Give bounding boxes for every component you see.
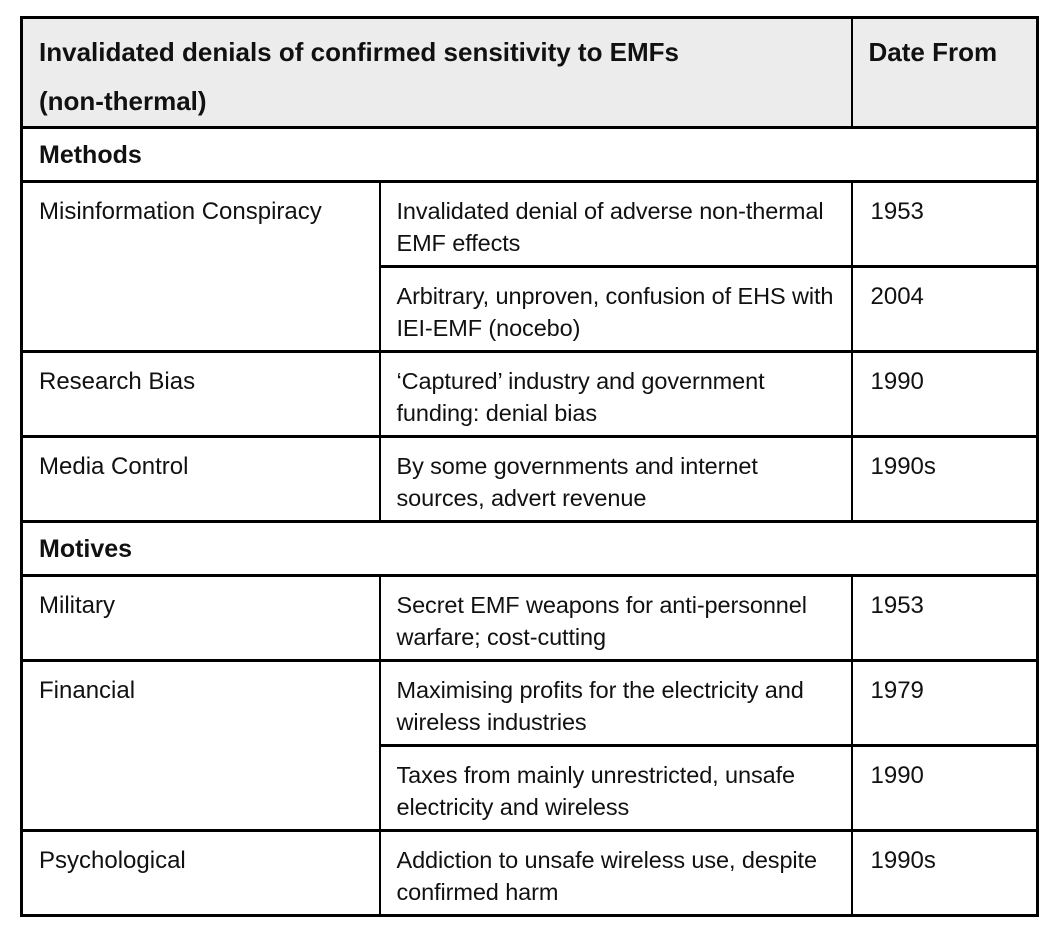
section-row-motives <box>22 522 1038 576</box>
date-cell: 1979 <box>852 661 1038 746</box>
date-cell: 1953 <box>852 182 1038 267</box>
emf-denials-table <box>20 16 1039 917</box>
description-cell: Maximising profits for the electricity and wireless industries <box>380 661 852 746</box>
description-cell: Taxes from mainly unrestricted, unsafe electricity and wireless <box>380 746 852 831</box>
table-row <box>22 831 1038 916</box>
date-cell: 1953 <box>852 576 1038 661</box>
date-cell: 2004 <box>852 267 1038 352</box>
category-cell-military: Military <box>22 576 380 661</box>
description-cell: Secret EMF weapons for anti-personnel warfare; cost-cutting <box>380 576 852 661</box>
category-cell-financial: Financial <box>22 661 380 831</box>
date-from-header: Date From <box>852 18 1038 128</box>
category-cell-misinformation-conspiracy: Misinformation Conspiracy <box>22 182 380 352</box>
category-cell-media-control: Media Control <box>22 437 380 522</box>
description-cell: ‘Captured’ industry and government funding: denial bias <box>380 352 852 437</box>
category-cell-research-bias: Research Bias <box>22 352 380 437</box>
date-cell: 1990s <box>852 831 1038 916</box>
section-header-methods: Methods <box>22 128 1038 182</box>
date-cell: 1990s <box>852 437 1038 522</box>
header-title-line2: (non-thermal) <box>39 86 207 116</box>
section-row-methods <box>22 128 1038 182</box>
table-row <box>22 352 1038 437</box>
table-row <box>22 182 1038 267</box>
category-cell-psychological: Psychological <box>22 831 380 916</box>
table-header-title <box>22 18 852 128</box>
table-row <box>22 576 1038 661</box>
table-row <box>22 661 1038 746</box>
table-row <box>22 437 1038 522</box>
description-cell: By some governments and internet sources, advert revenue <box>380 437 852 522</box>
section-header-motives: Motives <box>22 522 1038 576</box>
date-cell: 1990 <box>852 352 1038 437</box>
description-cell: Invalidated denial of adverse non-thermal EMF effects <box>380 182 852 267</box>
description-cell: Arbitrary, unproven, confusion of EHS with IEI-EMF (nocebo) <box>380 267 852 352</box>
header-title-line1: Invalidated denials of confirmed sensitivity to EMFs <box>39 37 680 67</box>
description-cell: Addiction to unsafe wireless use, despite confirmed harm <box>380 831 852 916</box>
table-header-row <box>22 18 1038 128</box>
date-cell: 1990 <box>852 746 1038 831</box>
